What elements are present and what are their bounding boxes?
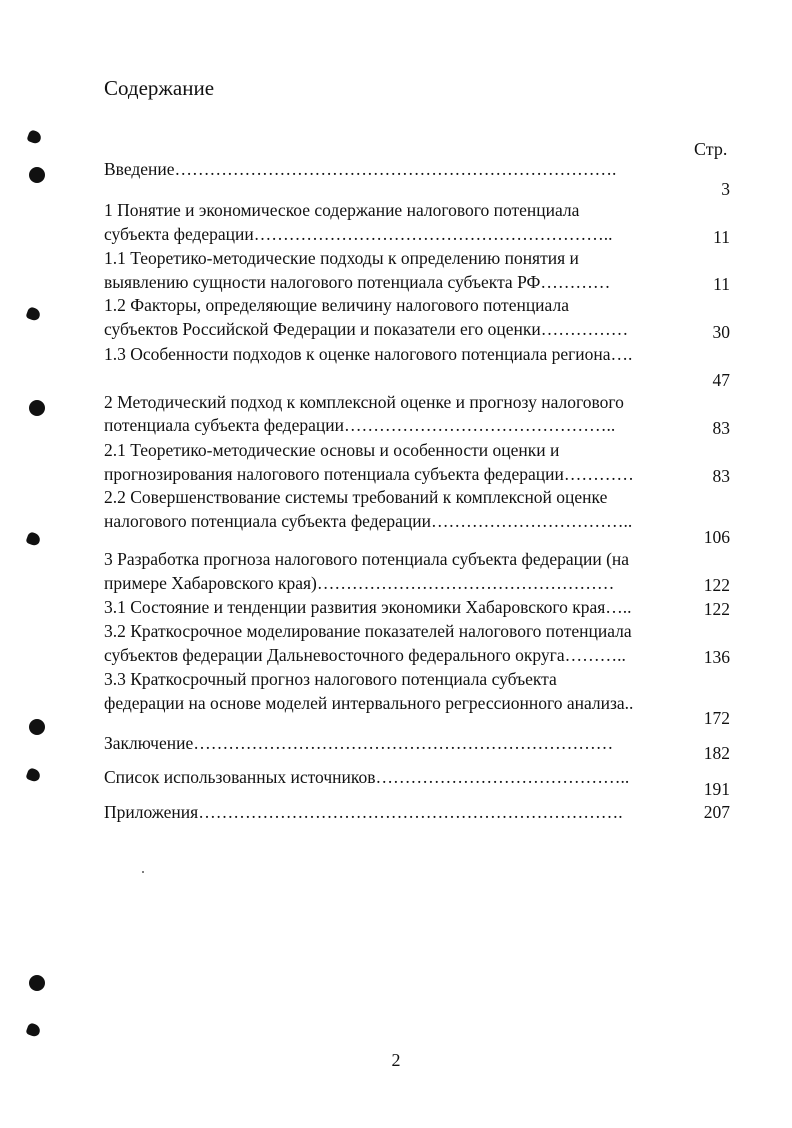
punch-hole xyxy=(29,400,45,416)
toc-entry-text: 3.3 Краткосрочный прогноз налогового потенциала субъекта xyxy=(104,669,557,689)
toc-entry-text: Список использованных источников…………………………………….. xyxy=(104,767,630,787)
toc-entry-page: 122 xyxy=(703,575,730,595)
toc-entry-text: 1 Понятие и экономическое содержание налогового потенциала xyxy=(104,200,580,220)
scan-blot xyxy=(25,1022,41,1038)
toc-entry-text: выявлению сущности налогового потенциала субъекта РФ………… xyxy=(104,272,611,292)
toc-entry-text: 2.2 Совершенствование системы требований к комплексной оценке xyxy=(104,487,608,507)
toc-entry-text: 2 Методический подход к комплексной оценке и прогнозу налогового xyxy=(104,392,624,412)
toc-entry-page: 11 xyxy=(713,274,730,294)
toc-entry-page: 136 xyxy=(703,647,730,667)
toc-entry-text: Введение…………………………………………………………………. xyxy=(104,159,617,179)
toc-entry-text: 1.3 Особенности подходов к оценке налогового потенциала региона…. xyxy=(104,344,633,364)
toc-entry-page: 207 xyxy=(703,802,730,822)
punch-hole xyxy=(29,167,45,183)
toc-entry-page: 191 xyxy=(703,779,730,799)
toc-entry-text: 1.1 Теоретико-методические подходы к определению понятия и xyxy=(104,248,579,268)
toc-entry-text: примере Хабаровского края)…………………………………………… xyxy=(104,573,615,593)
toc-entry-text: налогового потенциала субъекта федерации…………………………….. xyxy=(104,511,633,531)
toc-entry-text: субъекта федерации…………………………………………………….. xyxy=(104,224,613,244)
toc-entry-text: 2.1 Теоретико-методические основы и особенности оценки и xyxy=(104,440,560,460)
punch-hole xyxy=(29,719,45,735)
toc-entry-text: 1.2 Факторы, определяющие величину налогового потенциала xyxy=(104,295,569,315)
scan-blot xyxy=(25,531,41,547)
toc-entry-page: 83 xyxy=(712,418,730,438)
toc-entry-text: Приложения………………………………………………………………. xyxy=(104,802,623,822)
toc-entry-page: 11 xyxy=(713,227,730,247)
toc-entry-text: прогнозирования налогового потенциала субъекта федерации………… xyxy=(104,464,634,484)
toc-entry-page: 3 xyxy=(721,179,730,199)
toc-entry-page: 122 xyxy=(703,599,730,619)
scan-blot xyxy=(25,306,41,322)
toc-entry-text: 3 Разработка прогноза налогового потенциала субъекта федерации (на xyxy=(104,549,630,569)
toc-entry-text: субъектов Российской Федерации и показатели его оценки…………… xyxy=(104,319,629,339)
toc-entry-text: субъектов федерации Дальневосточного федерального округа……….. xyxy=(104,645,626,665)
toc-entry-page: 106 xyxy=(703,527,730,547)
scan-blot xyxy=(26,129,42,145)
punch-hole xyxy=(29,975,45,991)
toc-entry-text: 3.2 Краткосрочное моделирование показателей налогового потенциала xyxy=(104,621,632,641)
toc-entry-page: 47 xyxy=(712,370,730,390)
toc-entry-text: потенциала субъекта федерации……………………………………….. xyxy=(104,415,616,435)
scan-blot xyxy=(25,767,41,783)
toc-entry-text: 3.1 Состояние и тенденции развития экономики Хабаровского края….. xyxy=(104,597,632,617)
toc-entry-page: 30 xyxy=(712,322,730,342)
toc-entry-page: 182 xyxy=(703,743,730,763)
toc-entry-page: 83 xyxy=(712,466,730,486)
page-column-header: Стр. xyxy=(694,139,728,159)
toc-entry-text: федерации на основе моделей интервального регрессионного анализа.. xyxy=(104,693,634,713)
page-number: 2 xyxy=(391,1050,401,1070)
toc-entry-page: 172 xyxy=(703,708,730,728)
page-title: Содержание xyxy=(104,76,215,100)
scan-speck xyxy=(142,871,144,873)
toc-entry-text: Заключение……………………………………………………………… xyxy=(104,733,614,753)
